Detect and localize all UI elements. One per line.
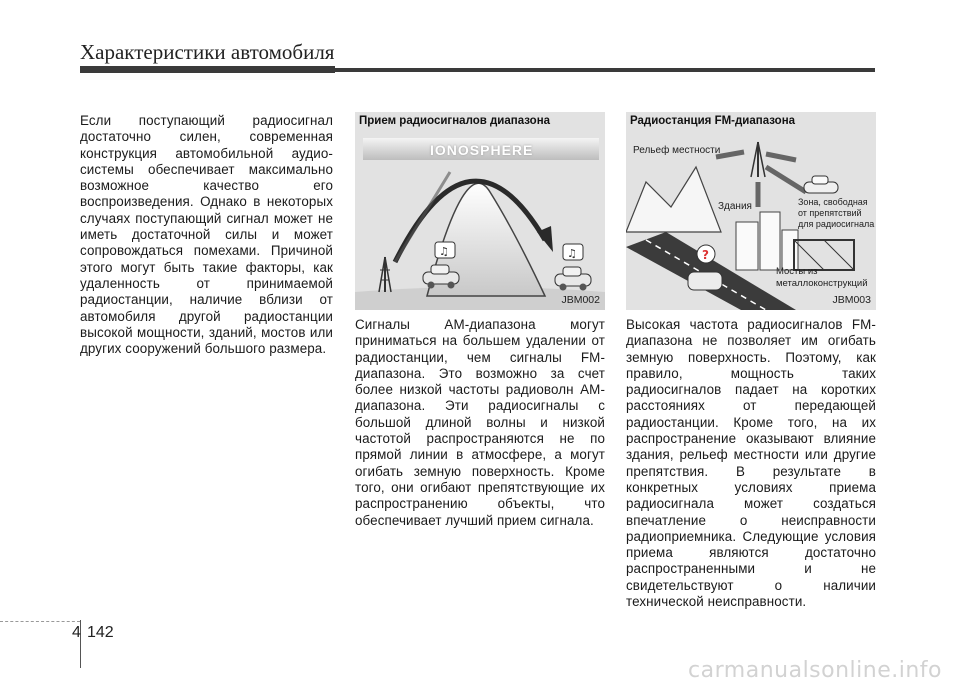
footer-section-number: 4 [72, 624, 81, 641]
buildings-icon [736, 212, 798, 270]
free-zone-label-3: для радиосигнала [798, 219, 875, 229]
body-text-column-1: Если поступающий радиосигнал достаточно силен, современная конструкция автомобильной аудио-системы обеспечивает максимально возможное качество его воспроизведения. Однако в некоторых случаях поступающий сигнал может не иметь достаточной силы и может сопровождаться помехами. Причиной этого могут быть такие факторы, как удаленность от принимаемой радиостанции, наличие вблизи от автомобиля другой радиостанции высокой мощности, зданий, мостов или других сооружений большого размера. [80, 113, 333, 357]
body-text-column-3: Высокая частота радиосигналов FM-диапазона не позволяет им огибать земную поверхность. Поэтому, как правило, мощность таких радиосигналов падает на коротких расстояниях от передающей радиостанции. Кроме того, на их распространение оказывают влияние здания, рельеф местности или другие препятствия. В результате в конкретных условиях приема радиосигнала может создаться впечатление о неисправности радиоприемника. Следующие условия приема являются достаточно распространенными и не свидетельствуют о наличии технической неисправности. [626, 317, 876, 610]
radio-tower-icon [379, 257, 391, 292]
hills [626, 167, 721, 232]
free-zone-label-2: от препятствий [798, 208, 862, 218]
figure1-code: JBM002 [561, 294, 600, 306]
body-text-column-2: Сигналы АМ-диапазона могут приниматься на большем удалении от радиостанции, чем сигналы FM-диапазона. Это возможно за счет более низкой частоты радиоволн АМ-диапазона. Эти радиосигналы с большой длиной волны и низкой частотой распространяются не по прямой линии в атмосфере, а могут огибать земную поверхность. Кроме того, они огибают препятствующие их распространению объекты, что обеспечивает лучший прием сигнала. [355, 317, 605, 528]
wave-arrow-3 [766, 167, 806, 192]
car-right-icon [555, 267, 591, 291]
header-rule-accent [80, 66, 335, 73]
svg-text:?: ? [702, 248, 709, 262]
fm-tower-icon [751, 142, 765, 177]
svg-text:♫: ♫ [439, 245, 449, 258]
free-zone-label-1: Зона, свободная [798, 197, 868, 207]
figure1-title: Прием радиосигналов диапазона [359, 115, 551, 127]
svg-text:♫: ♫ [567, 247, 577, 260]
wave-arrow-2 [766, 154, 796, 160]
fm-station-figure [626, 112, 876, 310]
footer-page-number: 142 [87, 624, 114, 641]
car-far-icon [804, 176, 838, 193]
terrain-label: Рельеф местности [633, 145, 721, 156]
am-reception-figure [355, 112, 605, 310]
music-note-icon-left [435, 242, 455, 258]
footer-margin-line [0, 621, 80, 622]
watermark-text: carmanualsonline.info [688, 658, 942, 683]
music-note-icon-right [563, 244, 583, 260]
figure2-title: Радиостанция FM-диапазона [630, 115, 796, 127]
page-header-title: Характеристики автомобиля [80, 40, 335, 64]
buildings-label: Здания [718, 201, 752, 212]
bridges-label-2: металлоконструкций [776, 278, 868, 289]
ionosphere-label: IONOSPHERE [430, 142, 534, 158]
figure2-code: JBM003 [832, 294, 871, 306]
bridges-label-1: Мосты из [776, 266, 818, 277]
